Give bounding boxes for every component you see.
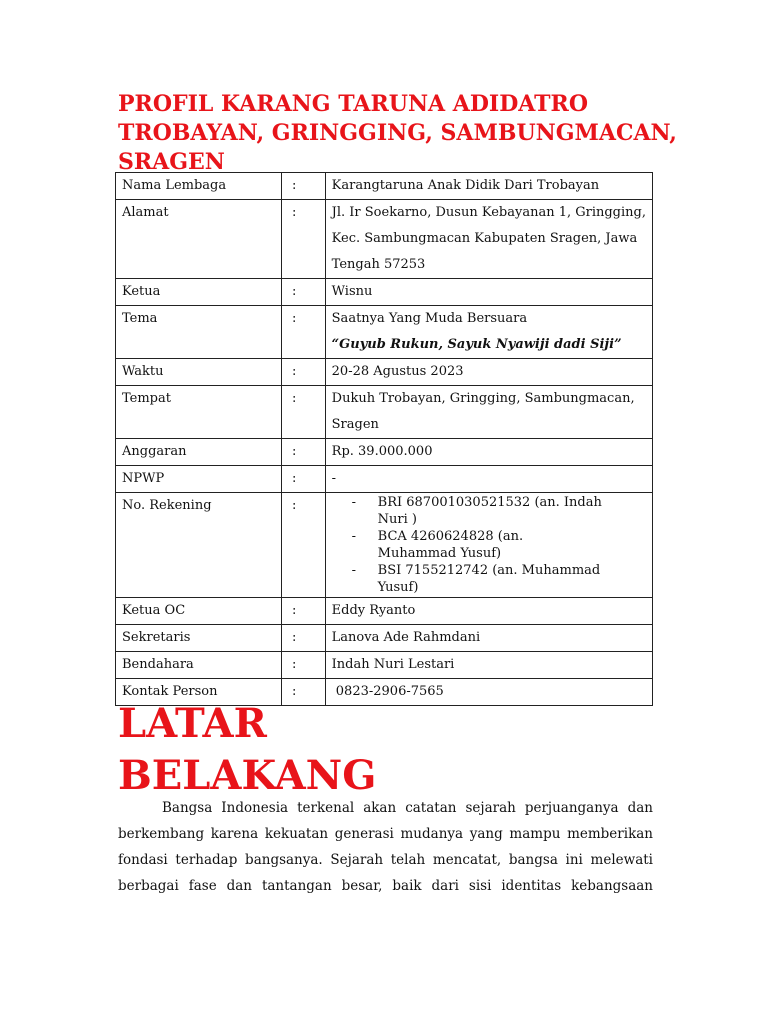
row-separator: : [281,625,325,652]
address-line: Jl. Ir Soekarno, Dusun Kebayanan 1, Gringging, [331,205,646,220]
row-value [325,306,652,359]
row-label: Kontak Person [116,679,282,706]
paragraph-line: berbagai fase dan tantangan besar, baik dari sisi identitas kebangsaan [118,878,653,894]
list-item [352,562,603,596]
account-text: BRI 687001030521532 (an. Indah Nuri ) [377,495,602,527]
theme-text: Saatnya Yang Muda Bersuara [331,311,528,326]
address-line: Kec. Sambungmacan Kabupaten Sragen, Jawa [331,231,638,246]
row-value [325,386,652,439]
row-label: No. Rekening [116,493,282,598]
row-separator: : [281,598,325,625]
row-label: Alamat [116,200,282,279]
paragraph-line: Bangsa Indonesia terkenal akan catatan sejarah perjuanganya dan [162,800,653,816]
row-value: Eddy Ryanto [325,598,652,625]
row-label: Anggaran [116,439,282,466]
table-row [116,466,653,493]
row-label: Nama Lembaga [116,173,282,200]
table-row [116,439,653,466]
title-line-2: TROBAYAN, GRINGGING, SAMBUNGMACAN, [118,120,677,146]
row-separator: : [281,306,325,359]
row-label: Ketua OC [116,598,282,625]
table-row [116,652,653,679]
title-line-1: PROFIL KARANG TARUNA ADIDATRO [118,91,588,117]
table-row [116,306,653,359]
bullet-dash: - [351,529,357,544]
row-value [325,493,652,598]
document-title [118,90,678,177]
row-separator: : [281,439,325,466]
row-value [325,200,652,279]
row-label: Sekretaris [116,625,282,652]
profile-table [115,172,653,706]
table-row [116,359,653,386]
row-separator: : [281,200,325,279]
table-row [116,279,653,306]
bullet-dash: - [351,563,357,578]
row-value: 0823-2906-7565 [325,679,652,706]
bullet-dash: - [351,495,357,510]
table-row [116,625,653,652]
place-line: Dukuh Trobayan, Gringging, Sambungmacan, [331,391,635,406]
row-label: Waktu [116,359,282,386]
table-row [116,493,653,598]
row-separator: : [281,466,325,493]
row-separator: : [281,173,325,200]
account-list [332,493,646,597]
row-value: Indah Nuri Lestari [325,652,652,679]
section-heading-line: LATAR [118,700,267,747]
list-item [352,494,603,528]
row-separator: : [281,652,325,679]
table-row [116,598,653,625]
row-value: - [325,466,652,493]
account-text: BCA 4260624828 (an. Muhammad Yusuf) [377,529,524,561]
section-heading [118,698,376,802]
place-line: Sragen [331,417,379,432]
row-separator: : [281,679,325,706]
background-paragraph [118,795,653,899]
row-value: 20-28 Agustus 2023 [325,359,652,386]
title-line-3: SRAGEN [118,149,225,175]
row-value: Karangtaruna Anak Didik Dari Trobayan [325,173,652,200]
address-line: Tengah 57253 [331,257,426,272]
row-value: Rp. 39.000.000 [325,439,652,466]
table-row [116,200,653,279]
list-item [352,528,603,562]
row-separator: : [281,386,325,439]
paragraph-line: berkembang karena kekuatan generasi mudanya yang mampu memberikan [118,826,653,842]
row-separator: : [281,279,325,306]
row-value: Wisnu [325,279,652,306]
row-label: Bendahara [116,652,282,679]
account-text: BSI 7155212742 (an. Muhammad Yusuf) [377,563,601,595]
table-row [116,386,653,439]
paragraph-line: fondasi terhadap bangsanya. Sejarah telah mencatat, bangsa ini melewati [118,852,653,868]
row-value: Lanova Ade Rahmdani [325,625,652,652]
row-separator: : [281,359,325,386]
row-label: Tempat [116,386,282,439]
row-label: Tema [116,306,282,359]
theme-motto: “Guyub Rukun, Sayuk Nyawiji dadi Siji” [331,337,622,352]
row-separator: : [281,493,325,598]
table-row [116,173,653,200]
section-heading-line: BELAKANG [118,752,377,799]
row-label: Ketua [116,279,282,306]
row-label: NPWP [116,466,282,493]
